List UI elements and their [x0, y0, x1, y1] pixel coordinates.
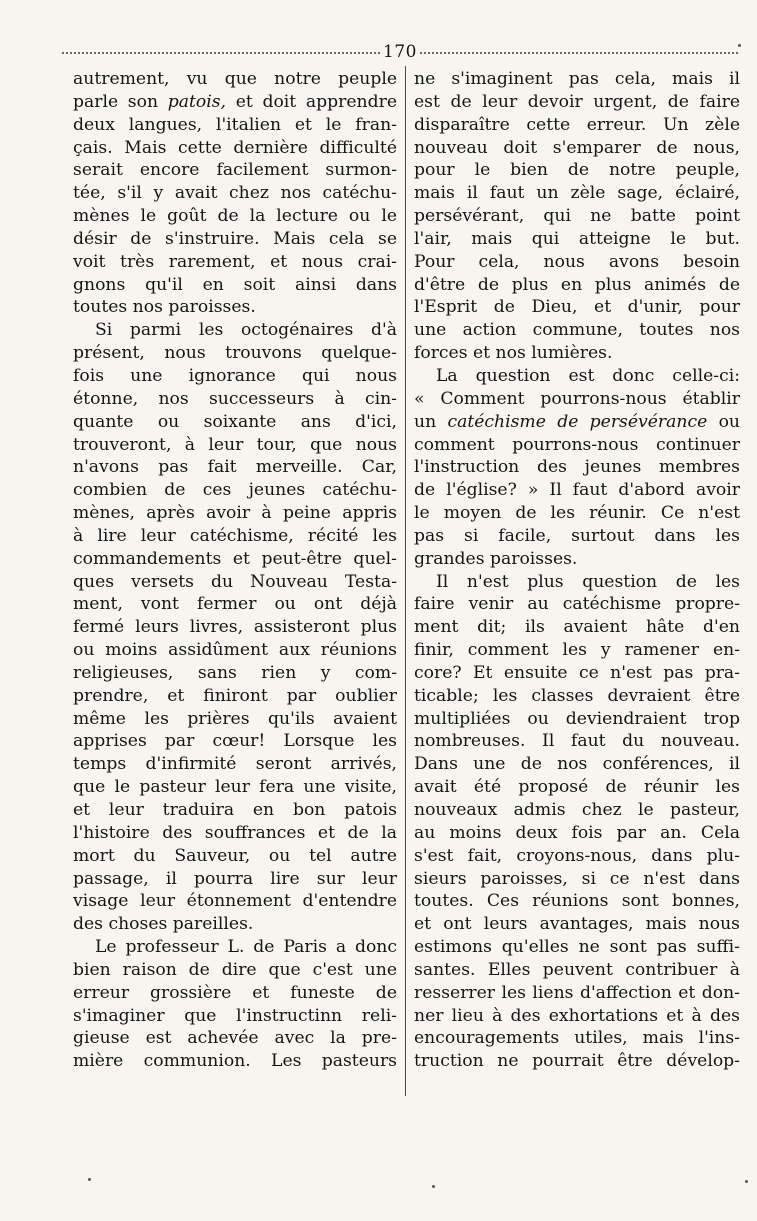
text-line: deux langues, l'italien et le fran- [73, 114, 397, 135]
text-line: ne s'imaginent pas cela, mais il [414, 69, 740, 89]
text-line: étonne, nos successeurs à cin- [73, 388, 397, 409]
text-line: autrement, vu que notre peuple [73, 69, 397, 89]
text-line: encouragements utiles, mais l'ins- [414, 1028, 740, 1049]
text-line: que le pasteur leur fera une visite, [73, 777, 397, 798]
text-line: mière communion. Les pasteurs [73, 1051, 397, 1072]
text-line: gieuse est achevée avec la pre- [73, 1028, 397, 1049]
header-rule-right [420, 52, 738, 54]
text-line: faire venir au catéchisme propre- [414, 594, 740, 615]
text-line: Pour cela, nous avons besoin [414, 251, 740, 272]
text-line: resserrer les liens d'affection et don- [414, 982, 740, 1003]
text-line: bien raison de dire que c'est une [73, 959, 397, 980]
text-line: toutes nos paroisses. [73, 297, 256, 318]
text-line: sieurs paroisses, si ce n'est dans [414, 868, 740, 889]
text-line: ques versets du Nouveau Testa- [73, 571, 397, 592]
print-speck [745, 1180, 748, 1183]
text-column-right [414, 68, 740, 1073]
text-line: core? Et ensuite ce n'est pas pra- [414, 662, 740, 683]
text-line: Le professeur L. de Paris a donc [95, 937, 397, 958]
text-line: çais. Mais cette dernière difficulté [73, 137, 397, 158]
text-line: comment pourrons-nous continuer [414, 434, 740, 455]
text-line: présent, nous trouvons quelque- [73, 343, 397, 364]
text-line: temps d'infirmité seront arrivés, [73, 754, 397, 775]
text-line: s'imaginer que l'instructinn reli- [73, 1005, 397, 1026]
print-speck [432, 1185, 435, 1188]
text-line: pour le bien de notre peuple, [414, 160, 740, 181]
text-line [414, 411, 740, 434]
text-column-left [73, 68, 397, 1073]
text-line: pas si facile, surtout dans les [414, 525, 740, 546]
text-line: santes. Elles peuvent contribuer à [414, 959, 740, 980]
text-line: mènes, après avoir à peine appris [73, 503, 397, 524]
text-line: au moins deux fois par an. Cela [414, 822, 740, 843]
text-line: avait été proposé de réunir les [414, 777, 740, 798]
text-line: fois une ignorance qui nous [73, 365, 397, 386]
text-line: visage leur étonnement d'entendre [73, 891, 397, 912]
text-fragment: parle son [73, 91, 168, 112]
text-line: commandements et peut-être quel- [73, 548, 397, 569]
italic-phrase: catéchisme de persévérance [447, 411, 708, 432]
text-line: des choses pareilles. [73, 914, 254, 935]
text-line: La question est donc celle-ci: [436, 365, 740, 386]
text-line: combien de ces jeunes catéchu- [73, 480, 397, 501]
text-line: fermé leurs livres, assisteront plus [73, 617, 397, 638]
text-line: désir de s'instruire. Mais cela se [73, 228, 397, 249]
print-speck [88, 1178, 91, 1181]
text-line: l'air, mais qui atteigne le but. [414, 228, 740, 249]
text-fragment: et doit apprendre [226, 91, 397, 112]
text-line: disparaître cette erreur. Un zèle [414, 114, 740, 135]
text-line: est de leur devoir urgent, de faire [414, 91, 740, 112]
text-line: mais il faut un zèle sage, éclairé, [414, 183, 740, 204]
text-fragment: ou [707, 411, 740, 432]
text-line: voit très rarement, et nous crai- [73, 251, 397, 272]
text-line: multipliées ou deviendraient trop [414, 708, 740, 729]
text-line: ment dit; ils avaient hâte d'en [414, 617, 740, 638]
text-line [73, 91, 397, 114]
text-line: truction ne pourrait être dévelop- [414, 1051, 740, 1072]
italic-phrase: patois, [167, 91, 227, 112]
page-number: 170 [383, 42, 417, 62]
text-line: quante ou soixante ans d'ici, [73, 411, 397, 432]
text-line: et ont leurs avantages, mais nous [414, 914, 740, 935]
text-line: d'être de plus en plus animés de [414, 274, 740, 295]
text-line: Dans une de nos conférences, il [414, 754, 740, 775]
text-line: passage, il pourra lire sur leur [73, 868, 397, 889]
text-line: n'avons pas fait merveille. Car, [73, 457, 397, 478]
text-line: à lire leur catéchisme, récité les [73, 525, 397, 546]
page-header [62, 40, 738, 60]
text-line: apprises par cœur! Lorsque les [73, 731, 397, 752]
text-line: mènes le goût de la lecture ou le [73, 206, 397, 227]
text-line: l'Esprit de Dieu, et d'unir, pour [414, 297, 740, 318]
text-line: nouveaux admis chez le pasteur, [414, 800, 740, 820]
text-line: et leur traduira en bon patois [73, 800, 397, 820]
text-line: mort du Sauveur, ou tel autre [73, 845, 397, 866]
text-line: ticable; les classes devraient être [414, 685, 740, 706]
text-line: forces et nos lumières. [414, 343, 613, 364]
text-line: estimons qu'elles ne sont pas suffi- [414, 937, 740, 958]
text-line: Il n'est plus question de les [436, 571, 740, 592]
text-line: tée, s'il y avait chez nos catéchu- [73, 183, 397, 204]
text-line: nouveau doit s'emparer de nous, [414, 137, 740, 158]
text-line: erreur grossière et funeste de [73, 982, 397, 1003]
text-line: finir, comment les y ramener en- [414, 640, 740, 661]
column-divider [405, 66, 406, 1096]
text-line: toutes. Ces réunions sont bonnes, [414, 891, 740, 912]
text-line: grandes paroisses. [414, 548, 578, 569]
text-line: une action commune, toutes nos [414, 320, 740, 341]
text-line: ou moins assidûment aux réunions [73, 640, 397, 661]
text-line: religieuses, sans rien y com- [73, 662, 397, 683]
text-line: serait encore facilement surmon- [73, 160, 397, 181]
text-line: trouveront, à leur tour, que nous [73, 434, 397, 455]
text-fragment: un [414, 411, 448, 432]
text-line: persévérant, qui ne batte point [414, 206, 740, 227]
text-line: Si parmi les octogénaires d'à [95, 320, 397, 341]
print-speck [738, 44, 741, 47]
text-line: ner lieu à des exhortations et à des [414, 1005, 740, 1026]
text-line: prendre, et finiront par oublier [73, 685, 397, 706]
text-line: gnons qu'il en soit ainsi dans [73, 274, 397, 295]
text-line: ment, vont fermer ou ont déjà [73, 594, 397, 615]
text-line: le moyen de les réunir. Ce n'est [414, 503, 740, 524]
text-line: l'histoire des souffrances et de la [73, 822, 397, 843]
text-line: s'est fait, croyons-nous, dans plu- [414, 845, 740, 866]
text-line: de l'église? » Il faut d'abord avoir [414, 480, 740, 501]
text-line: « Comment pourrons-nous établir [414, 388, 740, 409]
text-line: l'instruction des jeunes membres [414, 457, 740, 478]
text-line: nombreuses. Il faut du nouveau. [414, 731, 740, 752]
text-line: même les prières qu'ils avaient [73, 708, 397, 729]
